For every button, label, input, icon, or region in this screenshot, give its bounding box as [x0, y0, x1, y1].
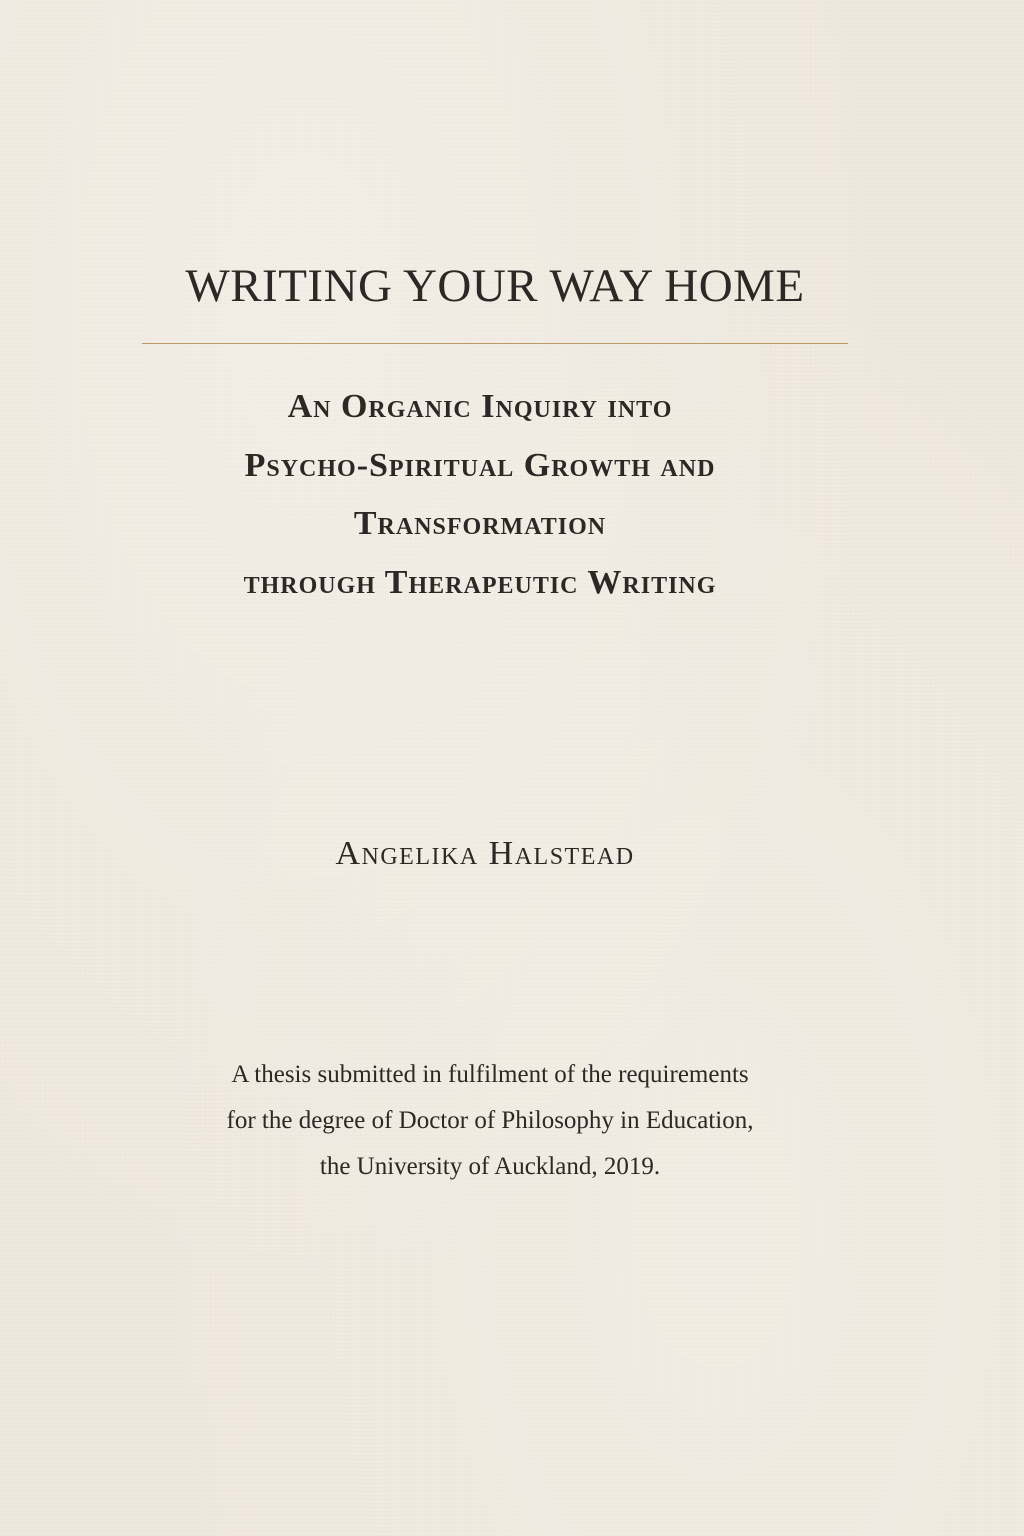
statement-line: A thesis submitted in fulfilment of the requirements: [231, 1061, 749, 1088]
thesis-subtitle: [112, 378, 848, 612]
statement-line: for the degree of Doctor of Philosophy in Education,: [226, 1107, 754, 1134]
subtitle-line: Psycho-Spiritual Growth and: [244, 446, 716, 484]
thesis-title: WRITING YOUR WAY HOME: [185, 260, 805, 312]
subtitle-line: An Organic Inquiry into: [287, 388, 673, 425]
title-divider: [142, 343, 848, 344]
statement-line: the University of Auckland, 2019.: [319, 1153, 661, 1180]
submission-statement: [160, 1052, 820, 1190]
subtitle-line: Transformation: [353, 505, 607, 542]
author-name: Angelika Halstead: [335, 835, 635, 872]
subtitle-line: through Therapeutic Writing: [243, 563, 717, 601]
